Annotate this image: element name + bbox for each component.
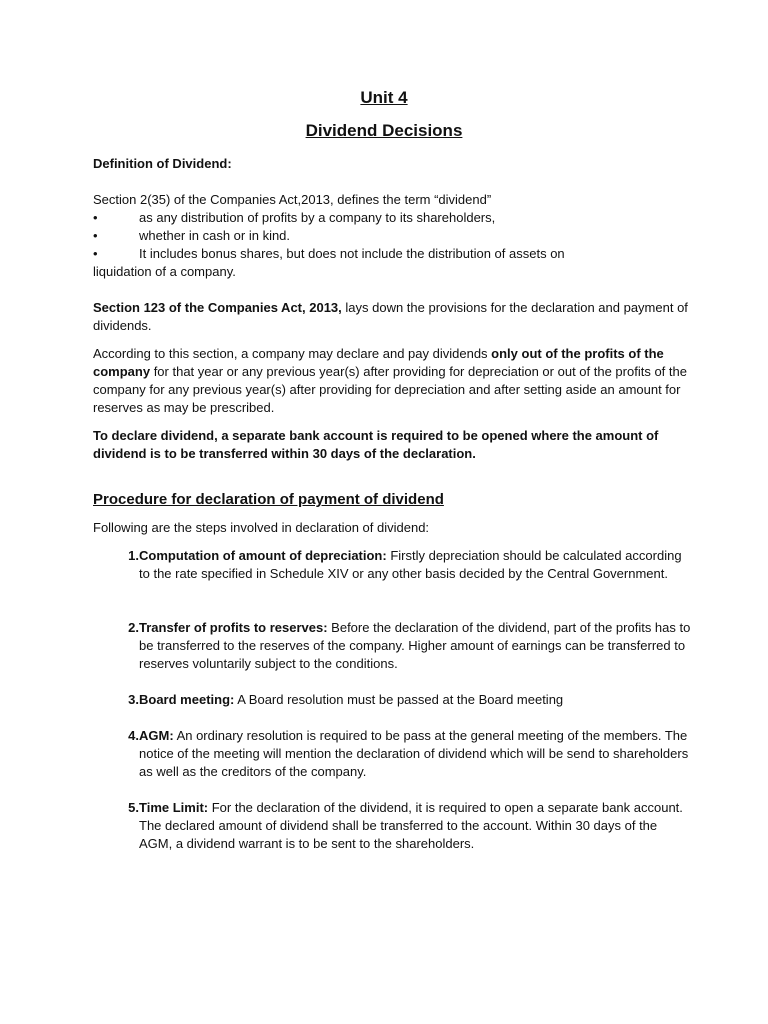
- step-label: Computation of amount of depreciation:: [139, 548, 387, 563]
- step-number: 2.: [128, 620, 139, 635]
- bullet-text: whether in cash or in kind.: [139, 228, 291, 243]
- section-123-bold: Section 123 of the Companies Act, 2013,: [93, 300, 342, 315]
- definition-bullet: [93, 245, 693, 263]
- step-label: Transfer of profits to reserves:: [139, 620, 328, 635]
- bullet-text: It includes bonus shares, but does not include the distribution of assets on: [139, 246, 565, 261]
- bullet-text: as any distribution of profits by a company to its shareholders,: [139, 210, 496, 225]
- document-title: Dividend Decisions: [305, 121, 463, 140]
- step-description: Firstly depreciation should be calculated according to the rate specified in Schedule XIV or any other basis decided by the Central Government.: [139, 548, 682, 581]
- step-text: [139, 691, 693, 709]
- definition-heading: Definition of Dividend:: [93, 156, 232, 171]
- step-label: AGM:: [139, 728, 174, 743]
- step-item: [93, 547, 693, 583]
- procedure-steps: [93, 547, 693, 853]
- step-text: [139, 547, 693, 583]
- according-paragraph: [93, 345, 693, 417]
- section-123-paragraph: [93, 299, 693, 335]
- definition-intro: Section 2(35) of the Companies Act,2013, defines the term “dividend”: [93, 192, 492, 207]
- bullet-symbol: •: [93, 246, 98, 261]
- step-label: Time Limit:: [139, 800, 209, 815]
- step-text: [139, 727, 693, 781]
- step-text: [139, 619, 693, 673]
- bank-account-paragraph: To declare dividend, a separate bank account is required to be opened where the amount of dividend is to be transferred within 30 days of the declaration.: [93, 428, 659, 461]
- according-pre: According to this section, a company may declare and pay dividends: [93, 346, 492, 361]
- according-post: for that year or any previous year(s) after providing for depreciation or out of the profits of the company for any previous year(s) after providing for depreciation and after setting aside an amount for reserves as may be prescribed.: [93, 364, 687, 415]
- step-description: For the declaration of the dividend, it is required to open a separate bank account. The declared amount of dividend shall be transferred to the account. Within 30 days of the AGM, a dividend warrant is to be sent to the shareholders.: [139, 800, 683, 851]
- step-text: [139, 799, 693, 853]
- definition-bullet: [93, 227, 693, 245]
- step-item: [93, 619, 693, 673]
- according-bold: only out of the profits of the company: [93, 346, 664, 379]
- bullet-symbol: •: [93, 228, 98, 243]
- step-description: A Board resolution must be passed at the Board meeting: [234, 692, 564, 707]
- step-description: Before the declaration of the dividend, part of the profits has to be transferred to the reserves of the company. Higher amount of earnings can be transferred to reserves voluntarily subject to the conditions.: [139, 620, 691, 671]
- unit-title: Unit 4: [360, 88, 408, 107]
- step-item: [93, 799, 693, 853]
- step-label: Board meeting:: [139, 692, 235, 707]
- step-item: [93, 727, 693, 781]
- procedure-heading: Procedure for declaration of payment of dividend: [93, 491, 444, 508]
- bullet-symbol: •: [93, 210, 98, 225]
- step-item: [93, 691, 693, 709]
- document-body: [93, 155, 693, 853]
- step-number: 1.: [128, 548, 139, 563]
- step-description: An ordinary resolution is required to be pass at the general meeting of the members. The notice of the meeting will mention the declaration of dividend which will be send to shareholders as well as the creditors of the company.: [139, 728, 689, 779]
- definition-bullet: [93, 209, 693, 227]
- procedure-intro: Following are the steps involved in declaration of dividend:: [93, 520, 430, 535]
- step-number: 3.: [128, 692, 139, 707]
- section-123-text: lays down the provisions for the declaration and payment of dividends.: [93, 300, 688, 333]
- step-number: 4.: [128, 728, 139, 743]
- definition-continuation: liquidation of a company.: [93, 264, 236, 279]
- step-number: 5.: [128, 800, 139, 815]
